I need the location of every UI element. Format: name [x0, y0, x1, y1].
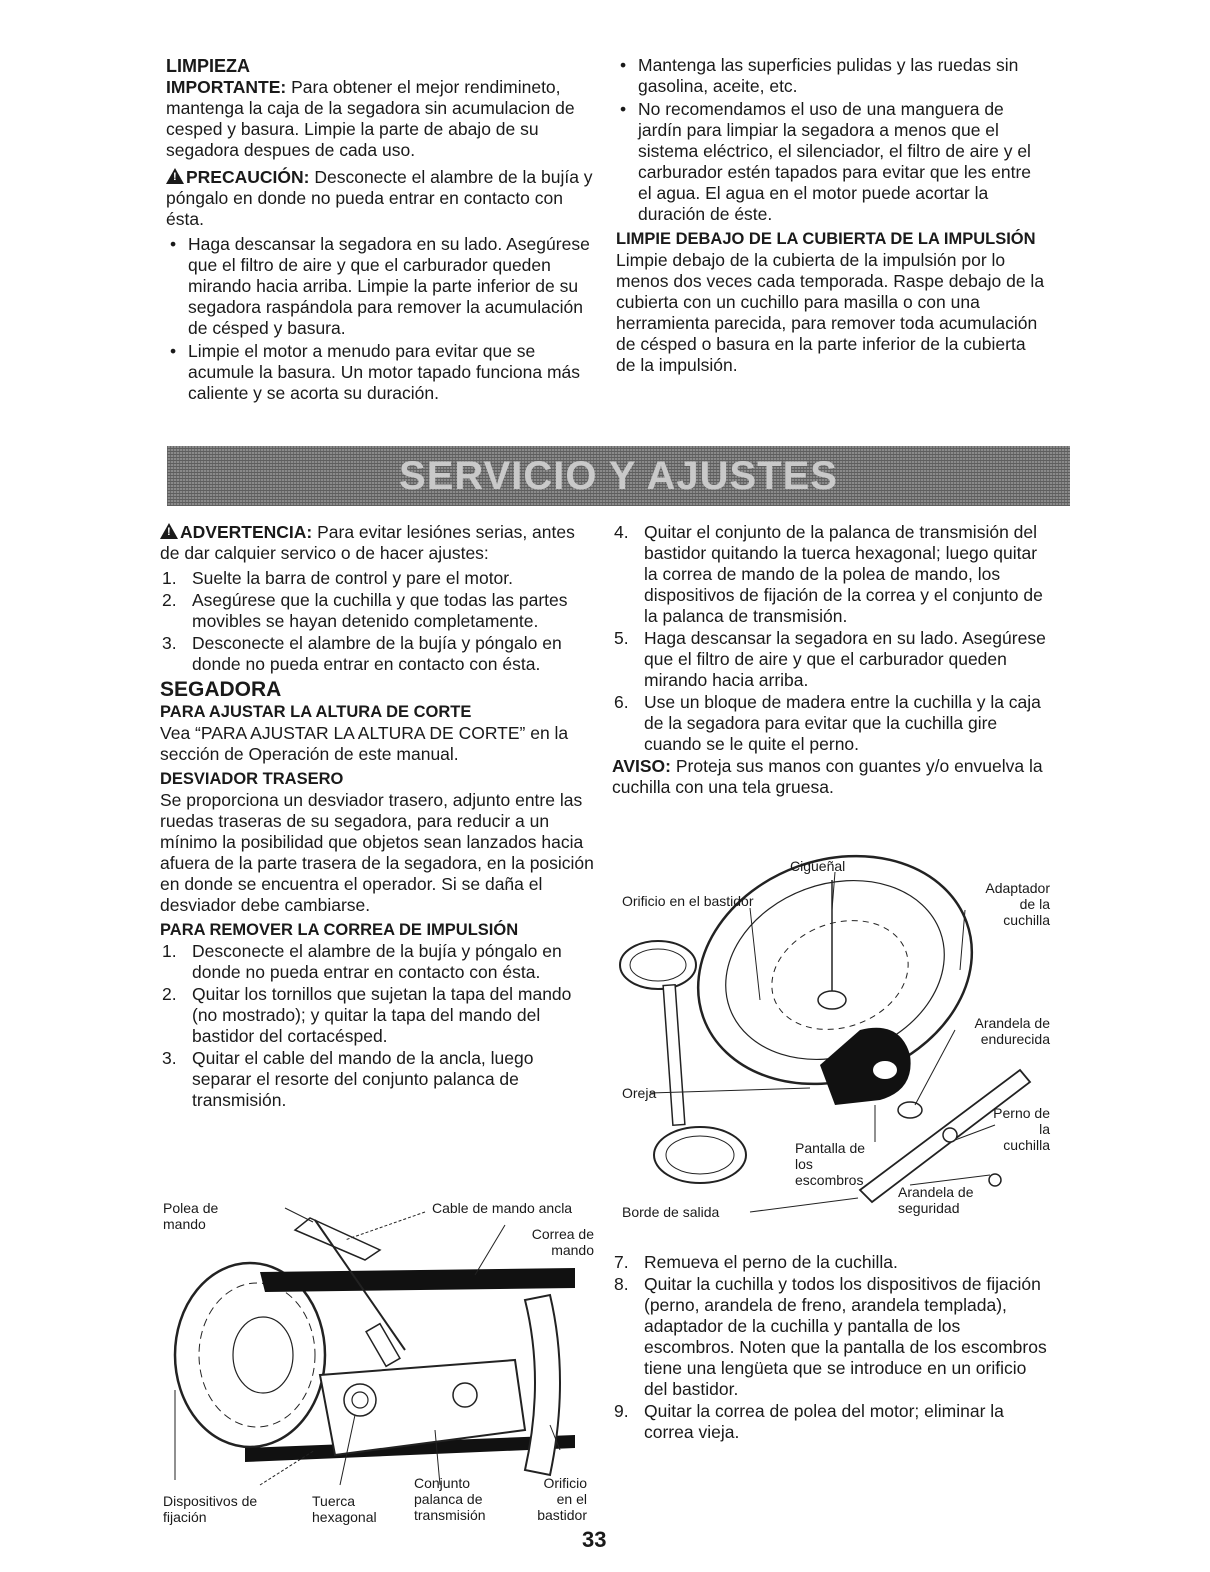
banner-title: SERVICIO Y AJUSTES — [399, 453, 838, 498]
list-item: 9. Quitar la correa de polea del motor; eliminar la correa vieja. — [614, 1401, 1004, 1442]
figure-label-pantalla: Pantalla de los escombros — [795, 1140, 866, 1188]
segadora-title: SEGADORA — [160, 678, 282, 701]
figure-label-arandela-seguridad: Arandela de seguridad — [898, 1184, 974, 1216]
figure-label-dispositivos: Dispositivos de fijación — [163, 1493, 258, 1525]
figure-label-oreja: Oreja — [622, 1085, 657, 1101]
figure-label-cable: Cable de mando ancla — [432, 1200, 573, 1216]
figure-label-ciguenal: Cigueñal — [790, 858, 846, 874]
figure-label-orificio-bastidor: Orificio en el bastidor — [537, 1475, 587, 1523]
list-item: 1. Desconecte el alambre de la bujía y póngalo en donde no pueda entrar en contacto con ésta. — [162, 941, 562, 982]
list-item: 2. Quitar los tornillos que sujetan la tapa del mando (no mostrado); y quitar la tapa del mando del bastidor del cortacésped. — [162, 984, 572, 1046]
final-steps-section — [612, 1252, 1052, 1444]
importante-text: Para obtener el mejor rendimineto, mantenga la caja de la segadora sin acumulacion de cesped y basura. Limpie la parte de abajo de su segadora despues de cada uso. — [166, 77, 575, 160]
aviso-label: AVISO: — [612, 756, 671, 776]
page-number: 33 — [582, 1527, 607, 1552]
list-item: 1. Suelte la barra de control y pare el motor. — [162, 568, 514, 588]
final-steps — [612, 1252, 1052, 1443]
figure-label-correa: Correa de mando — [531, 1226, 594, 1258]
figure-label-tuerca: Tuerca hexagonal — [312, 1493, 377, 1525]
desviador-text: Se proporciona un desviador trasero, adjunto entre las ruedas traseras de su segadora, para reducir a un mínimo la posibilidad que objetos sean lanzados hacia afuera de la parte trasera de la segadora, en la posición en donde se encuentra el operador. Si se daña el desviador debe cambiarse. — [160, 790, 594, 915]
correa-steps — [160, 941, 596, 1111]
limpieza-bullets — [166, 234, 594, 404]
service-right-section — [612, 522, 1052, 802]
figure-label-orificio: Orificio en el bastidor — [622, 893, 754, 909]
top-right-section — [616, 55, 1046, 380]
cleaning-bullet: • No recomendamos el uso de una manguera de jardín para limpiar la segadora a menos que el sistema eléctrico, el silenciador, el filtro de aire y el carburador estén tapados para evitar que les entre el agua. El agua en el motor puede acortar la duración de éste. — [616, 99, 1046, 225]
figure-label-perno: Perno de la cuchilla — [993, 1105, 1050, 1153]
precaucion-paragraph — [166, 167, 594, 230]
deck-text: Limpie debajo de la cubierta de la impulsión por lo menos dos veces cada temporada. Raspe debajo de la cubierta con un cuchillo para masilla o con una herramienta parecida, para remover toda acumulación de césped o basura en la parte inferior de la cubierta de la impulsión. — [616, 250, 1045, 375]
warning-triangle-icon: ! — [160, 523, 178, 539]
importante-label: IMPORTANTE: — [166, 77, 287, 97]
advertencia-label: ADVERTENCIA: — [180, 522, 313, 542]
importante-paragraph — [166, 77, 594, 161]
list-item: 3. Quitar el cable del mando de la ancla, luego separar el resorte del conjunto palanca de transmisión. — [162, 1048, 534, 1110]
list-item: 2. Asegúrese que la cuchilla y que todas las partes movibles se hayan detenido completamente. — [162, 590, 568, 631]
figure-label-polea: Polea de mando — [163, 1200, 219, 1232]
advertencia-text: Para evitar lesiónes serias, antes de dar calquier servico o de hacer ajustes: — [160, 522, 575, 563]
advertencia-steps — [160, 568, 596, 675]
limpieza-section — [166, 55, 594, 406]
figure-label-conjunto: Conjunto palanca de transmisión — [414, 1475, 486, 1523]
deck-heading: LIMPIE DEBAJO DE LA CUBIERTA DE LA IMPULSIÓN — [616, 230, 1036, 248]
list-item: 5. Haga descansar la segadora en su lado. Asegúrese que el filtro de aire y que el carburador queden mirando hacia arriba. — [614, 628, 1046, 690]
limpieza-title: LIMPIEZA — [166, 56, 250, 76]
figure-label-adaptador: Adaptador de la cuchilla — [985, 880, 1050, 928]
list-item: 3. Desconecte el alambre de la bujía y póngalo en donde no pueda entrar en contacto con ésta. — [162, 633, 562, 674]
figure-label-arandela-endurecida: Arandela de endurecida — [974, 1015, 1050, 1047]
warning-triangle-icon: ! — [166, 168, 184, 184]
precaucion-label: PRECAUCIÓN: — [186, 167, 310, 187]
list-item: 8. Quitar la cuchilla y todos los dispositivos de fijación (perno, arandela de freno, arandela templada), adaptador de la cuchilla y pantalla de los escombros. Noten que la pantalla de los escombros tiene una lengüeta que se introduce en un orificio del bastidor. — [614, 1274, 1047, 1399]
aviso-text: Proteja sus manos con guantes y/o envuelva la cuchilla con una tela gruesa. — [612, 756, 1043, 797]
list-item: 6. Use un bloque de madera entre la cuchilla y la caja de la segadora para evitar que la cuchilla gire cuando se le quite el perno. — [614, 692, 1041, 754]
cleaning-bullets — [616, 55, 1046, 225]
right-steps — [612, 522, 1052, 755]
limpieza-bullet: • Limpie el motor a menudo para evitar que se acumule la basura. Un motor tapado funciona más caliente y se acorta su duración. — [166, 341, 594, 404]
altura-heading: PARA AJUSTAR LA ALTURA DE CORTE — [160, 703, 472, 721]
limpieza-bullet: • Haga descansar la segadora en su lado. Asegúrese que el filtro de aire y que el carburador queden mirando hacia arriba. Limpie la parte inferior de su segadora raspándola para remover la acumulación de césped y basura. — [166, 234, 594, 339]
figure-label-borde: Borde de salida — [622, 1204, 720, 1220]
advertencia-paragraph — [160, 522, 596, 564]
list-item: 4. Quitar el conjunto de la palanca de transmisión del bastidor quitando la tuerca hexagonal; luego quitar la correa de mando de la polea de mando, los dispositivos de fijación de la correa y el conjunto de la palanca de transmisión. — [614, 522, 1043, 626]
list-item: 7. Remueva el perno de la cuchilla. — [614, 1252, 898, 1272]
aviso-paragraph — [612, 756, 1052, 798]
correa-heading: PARA REMOVER LA CORREA DE IMPULSIÓN — [160, 921, 519, 939]
service-left-section — [160, 522, 596, 1112]
section-banner — [167, 446, 1070, 506]
desviador-heading: DESVIADOR TRASERO — [160, 770, 344, 788]
altura-text: Vea “PARA AJUSTAR LA ALTURA DE CORTE” en la sección de Operación de este manual. — [160, 723, 569, 764]
precaucion-text: Desconecte el alambre de la bujía y póngalo en donde no pueda entrar en contacto con ésta. — [166, 167, 593, 229]
cleaning-bullet: • Mantenga las superficies pulidas y las ruedas sin gasolina, aceite, etc. — [616, 55, 1046, 97]
